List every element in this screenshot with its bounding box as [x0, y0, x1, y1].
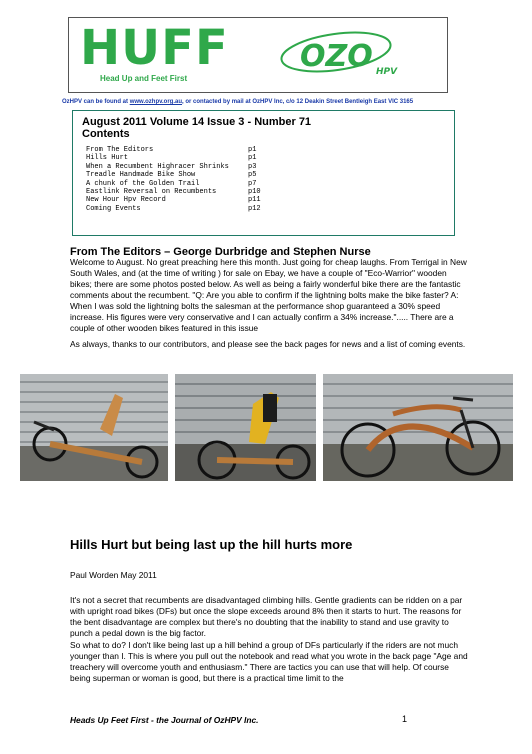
contents-item: Eastlink Reversal on Recumbents p10 — [86, 188, 261, 197]
contact-text-after: , or contacted by mail at OzHPV Inc, c/o 12 Deakin Street Bentleigh East VIC 3165 — [182, 99, 414, 105]
website-link[interactable]: www.ozhpv.org.au — [129, 99, 183, 105]
hills-paragraph: So what to do? I don't like being last up a hill behind a group of DFs particularly if the riders are not much younger than I. This is where you pull out the notebook and read what you wrote in the back page "Age and treachery will overcome youth and enthusiasm." There are tactics you can use that will help. Of course being superman or woman is good, but there is a practical time limit to the — [70, 640, 468, 683]
contact-text-before: OzHPV can be found at — [62, 99, 130, 105]
contact-line — [62, 99, 482, 105]
contents-list — [86, 146, 376, 213]
contents-item: Hills Hurt p1 — [86, 154, 257, 163]
editors-heading: From The Editors – George Durbridge and Stephen Nurse — [70, 246, 371, 258]
hills-paragraph: It's not a secret that recumbents are disadvantaged climbing hills. Gentle gradients can be ridden on a par with upright road bikes (DFs) but once the slope exceeds around 8% then it starts to hurt. The reasons for the bent disadvantage are complex but there's no doubting that the inability to stand and use gravity to punch a pedal down is the big factor. — [70, 595, 463, 638]
ozo-logo-text: OZO — [300, 39, 373, 74]
contents-item: Treadle Handmade Bike Show p5 — [86, 171, 257, 180]
bike-photo-3 — [323, 374, 513, 481]
bike-photo-1 — [20, 374, 168, 481]
editors-paragraph: Welcome to August. No great preaching here this month. Just going for cheap laughs. From Terrigal in New South Wales, and (at the time of writing ) for sale on Ebay, we have a couple of "Eco-Warrior" wooden bikes; there are some photos posted below. As well as being a fairly wonderful bike there are the fantastic comments about the recumbent. "Q: Are you able to confirm if the lightning bolts make the bike faster? A: When I was sold the lightning bolts the salesman at the performance shop guaranteed a 30% speed increase. His figures were very conservative and I can actually confirm a 34% increase."..... There are a couple of other wooden bikes featured in this issue — [70, 257, 467, 333]
page-number: 1 — [402, 714, 408, 724]
contents-item: New Hour Hpv Record p11 — [86, 196, 261, 205]
contents-item: When a Recumbent Highracer Shrinks p3 — [86, 162, 257, 171]
contents-item: From The Editors p1 — [86, 146, 257, 154]
contents-heading: Contents — [82, 128, 130, 140]
issue-title: August 2011 Volume 14 Issue 3 - Number 71 — [82, 116, 312, 128]
tagline: Head Up and Feet First — [100, 74, 188, 83]
editors-paragraph: As always, thanks to our contributors, and please see the back pages for news and a list of coming events. — [70, 339, 466, 349]
article-byline: Paul Worden May 2011 — [70, 570, 157, 580]
huff-logo: HUFF — [80, 20, 229, 76]
hills-heading: Hills Hurt but being last up the hill hurts more — [70, 537, 353, 552]
footer-journal-title: Heads Up Feet First - the Journal of OzHPV Inc. — [70, 715, 259, 725]
contents-item: Coming Events p12 — [86, 204, 261, 213]
bike-photo-2 — [175, 374, 316, 481]
contents-item: A chunk of the Golden Trail p7 — [86, 179, 257, 188]
ozo-logo-sub: HPV — [376, 67, 398, 77]
ozo-hpv-logo — [278, 28, 408, 78]
